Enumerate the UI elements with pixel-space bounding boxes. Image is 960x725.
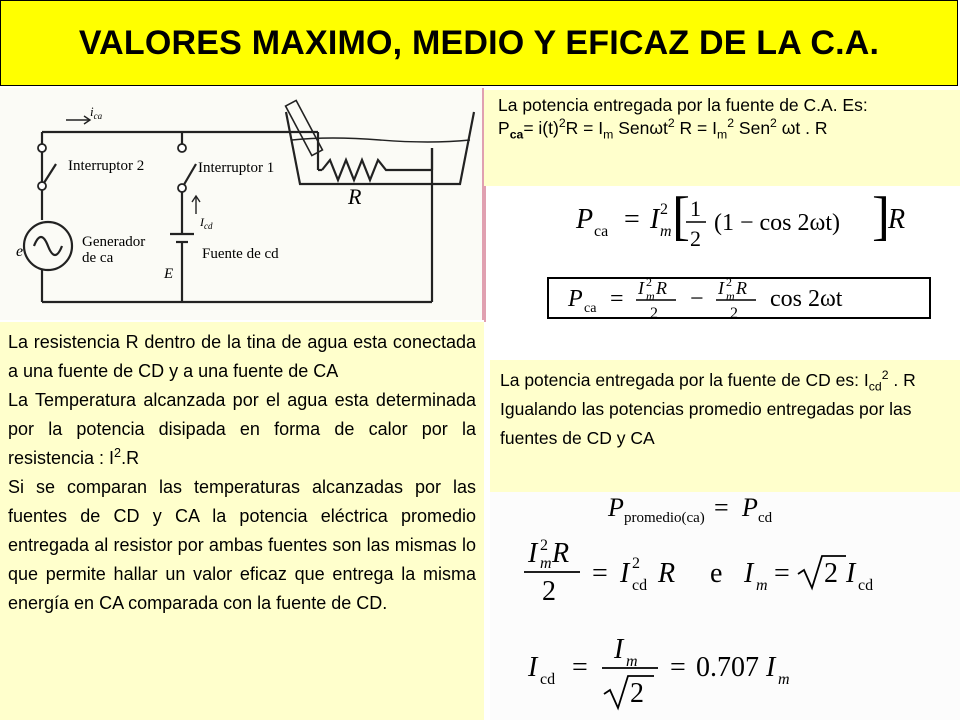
svg-text:ica: $i_{ca}$ (90, 104, 103, 121)
svg-text:(1 − cos 2ωt): (1 − cos 2ωt) (714, 210, 840, 236)
svg-text:m: m (726, 289, 735, 303)
svg-text:=: = (610, 286, 624, 312)
svg-text:m: m (778, 671, 790, 688)
dc-source-label: Fuente de cd (202, 246, 279, 262)
svg-text:2: 2 (630, 678, 644, 709)
svg-text:R: R (552, 538, 570, 569)
svg-text:=: = (592, 558, 608, 589)
svg-text:cd: cd (632, 577, 648, 594)
svg-text:Icd: $I_{cd}$ (200, 215, 213, 231)
ac-power-formulas (484, 186, 960, 322)
svg-text:P: P (576, 204, 594, 235)
generator-label-2: de ca (82, 250, 114, 266)
paragraph-3: Si se comparan las temperaturas alcanzadas por las fuentes de CD y CA la potencia eléctrica promedio entregada al resistor por ambas fuentes son las mismas lo que permite hallar un valor eficaz que entrega la misma energía en CA comparada con la fuente de CD. (8, 477, 476, 613)
ac-power-equation: $P_{ca}= i(t)^2R = I_m$ Senωt$^2$ $R = I_m^2$ Sen$^2$ ωt . R (498, 116, 828, 142)
svg-text:m: m (756, 577, 768, 594)
circuit-diagram (0, 88, 484, 320)
dc-power-line: La potencia entregada por la fuente de CD es: $I_{cd}^2$ . R (500, 368, 916, 394)
svg-text:e: e (710, 558, 723, 589)
svg-text:P: P (608, 493, 624, 522)
dc-power-text (490, 360, 960, 492)
svg-text:m: m (626, 653, 638, 670)
svg-text:I: I (718, 278, 724, 298)
svg-text:−: − (690, 286, 704, 312)
paragraph-1: La resistencia R dentro de la tina de agua esta conectada a una fuente de CD y a una fuente de CA (8, 332, 476, 381)
svg-text:I: I (528, 652, 538, 683)
svg-text:2: 2 (730, 305, 738, 322)
svg-text:=: = (572, 652, 588, 683)
svg-text:2: 2 (542, 576, 556, 607)
svg-text:2: 2 (540, 537, 548, 554)
svg-text:0.707: 0.707 (696, 652, 759, 683)
svg-text:2: 2 (632, 555, 640, 572)
svg-text:=: = (774, 558, 790, 589)
svg-text:2: 2 (650, 305, 658, 322)
ac-power-intro: La potencia entregada por la fuente de C.A. Es: (498, 95, 868, 115)
svg-text:ca: ca (594, 223, 609, 240)
explanation-text (0, 322, 484, 720)
resistor-label: R (348, 184, 362, 209)
svg-text:R: R (658, 558, 676, 589)
svg-text:2: 2 (824, 558, 838, 589)
svg-text:I: I (620, 558, 630, 589)
slide-title: VALORES MAXIMO, MEDIO Y EFICAZ DE LA C.A. (78, 23, 880, 62)
svg-text:2: 2 (660, 201, 668, 218)
svg-text:[: [ (672, 186, 690, 246)
svg-text:2: 2 (726, 275, 732, 289)
svg-text:R: R (656, 278, 667, 298)
svg-text:cd: cd (758, 510, 773, 526)
svg-text:=: = (670, 652, 686, 683)
svg-text:ca: ca (584, 301, 597, 316)
svg-text:=: = (624, 204, 640, 235)
svg-text:1: 1 (690, 196, 701, 221)
switch1-label: Interruptor 1 (198, 160, 275, 176)
svg-text:2: 2 (690, 226, 701, 251)
svg-text:R: R (888, 204, 906, 235)
svg-text:I: I (614, 634, 624, 665)
svg-text:]: ] (872, 186, 890, 246)
svg-text:R: R (736, 278, 747, 298)
rms-formulas (490, 492, 960, 720)
svg-text:promedio(ca): promedio(ca) (624, 510, 705, 526)
svg-text:I: I (846, 558, 856, 589)
paragraph-2: La Temperatura alcanzada por el agua esta determinada por la potencia disipada en forma de calor por la resistencia : $I^2.R$ (8, 390, 476, 468)
title-bar (0, 0, 958, 86)
svg-text:m: m (660, 223, 672, 240)
switch2-label: Interruptor 2 (68, 158, 145, 174)
svg-text:I: I (638, 278, 644, 298)
svg-text:e: e (16, 243, 24, 260)
svg-text:cd: cd (858, 577, 874, 594)
svg-text:P: P (742, 493, 758, 522)
formula2-svg (490, 492, 960, 720)
generator-label-1: Generador (82, 234, 146, 250)
resistor-symbol (322, 160, 432, 180)
ac-power-text (484, 90, 960, 186)
svg-text:E: E (164, 266, 174, 282)
svg-text:=: = (714, 493, 729, 522)
svg-text:I: I (650, 204, 660, 235)
svg-text:cd: cd (540, 671, 556, 688)
svg-text:m: m (540, 555, 552, 572)
svg-text:P: P (568, 286, 583, 312)
water-tank (286, 112, 474, 184)
svg-text:I: I (766, 652, 776, 683)
formula1-svg (486, 186, 960, 322)
svg-text:I: I (528, 538, 538, 569)
svg-text:cos 2ωt: cos 2ωt (770, 286, 843, 312)
svg-text:2: 2 (646, 275, 652, 289)
circuit-svg (0, 88, 482, 320)
svg-text:I: I (744, 558, 754, 589)
equating-line: Igualando las potencias promedio entregadas por las fuentes de CD y CA (500, 399, 912, 448)
svg-text:m: m (646, 289, 655, 303)
